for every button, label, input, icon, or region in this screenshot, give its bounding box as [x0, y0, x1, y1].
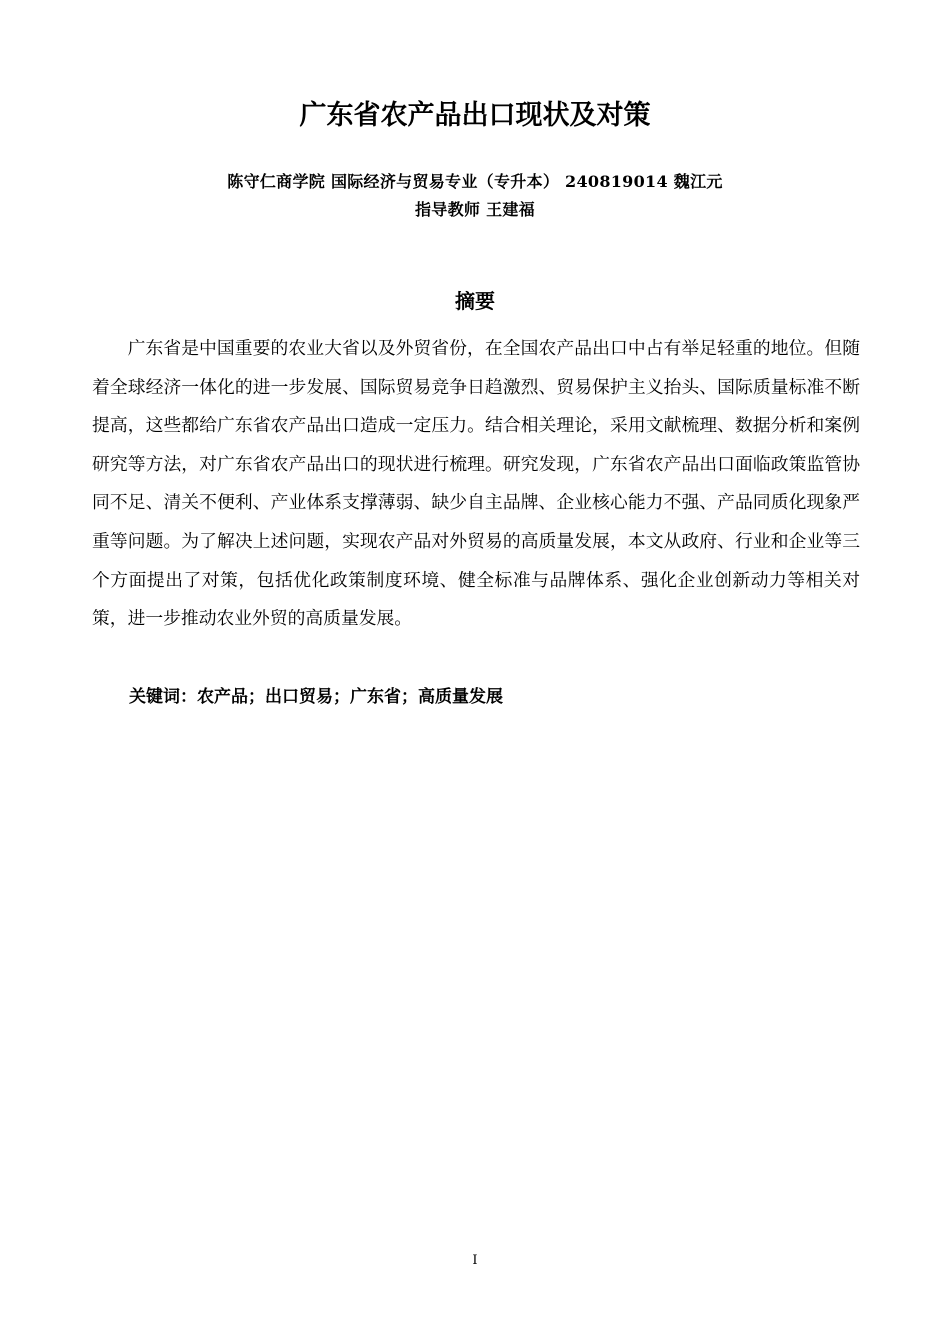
keywords-line: 关键词：农产品；出口贸易；广东省；高质量发展: [129, 687, 503, 707]
advisor-line: 指导教师 王建福: [415, 200, 535, 219]
page-title: 广东省农产品出口现状及对策: [299, 100, 651, 131]
page-number: I: [472, 1253, 478, 1268]
abstract-paragraph: 广东省是中国重要的农业大省以及外贸省份，在全国农产品出口中占有举足轻重的地位。但随着全球经济一体化的进一步发展、国际贸易竞争日趋激烈、贸易保护主义抬头、国际质量标准不断提高，这些都给广东省农产品出口造成一定压力。结合相关理论，采用文献梳理、数据分析和案例研究等方法，对广东省农产品出口的现状进行梳理。研究发现，广东省农产品出口面临政策监管协同不足、清关不便利、产业体系支撑薄弱、缺少自主品牌、企业核心能力不强、产品同质化现象严重等问题。为了解决上述问题，实现农产品对外贸易的高质量发展，本文从政府、行业和企业等三个方面提出了对策，包括优化政策制度环境、健全标准与品牌体系、强化企业创新动力等相关对策，进一步推动农业外贸的高质量发展。: [92, 338, 860, 630]
author-line: 陈守仁商学院 国际经济与贸易专业（专升本） 240819014 魏江元: [227, 172, 723, 191]
abstract-heading: 摘要: [455, 289, 495, 313]
